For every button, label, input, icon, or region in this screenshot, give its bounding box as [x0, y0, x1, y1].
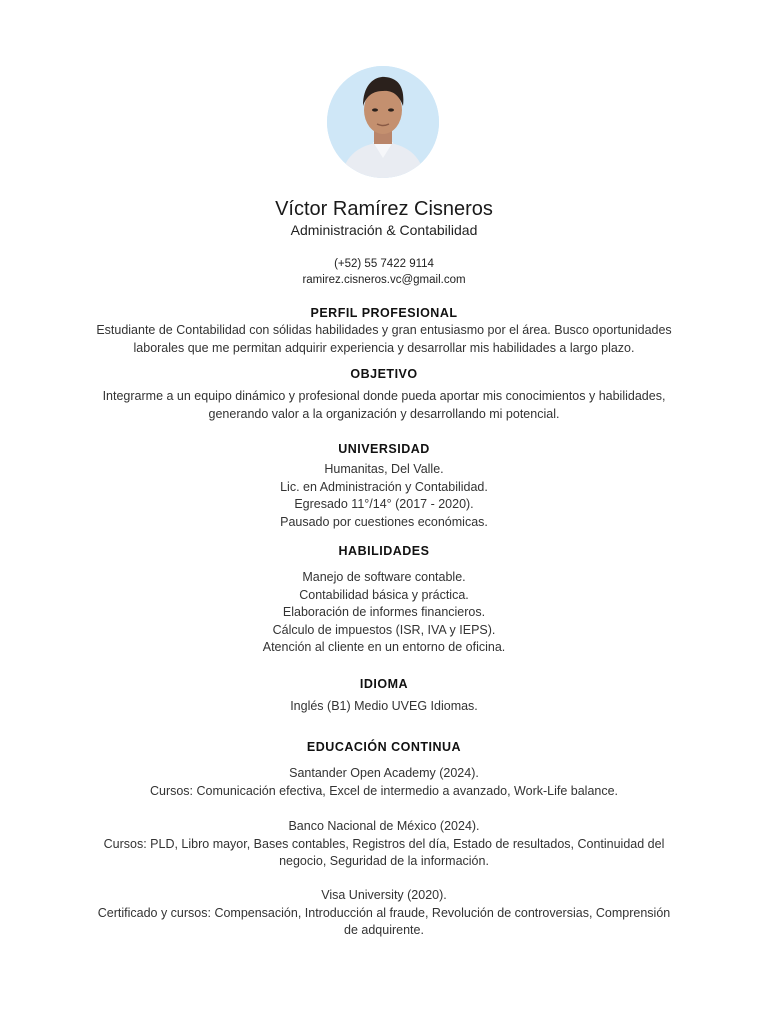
- candidate-name: Víctor Ramírez Cisneros: [275, 198, 493, 220]
- email-address: ramirez.cisneros.vc@gmail.com: [302, 274, 466, 286]
- educacion-banco: [80, 818, 688, 871]
- universidad-line: Pausado por cuestiones económicas.: [280, 514, 488, 529]
- perfil-line: laborales que me permitan adquirir experiencia y desarrollar mis habilidades a largo plazo.: [133, 340, 635, 355]
- educacion-santander: [80, 765, 688, 800]
- visa-line: Visa University (2020).: [321, 888, 447, 902]
- section-idioma-text: [80, 698, 688, 716]
- universidad-line: Egresado 11°/14° (2017 - 2020).: [294, 497, 474, 511]
- section-universidad-text: [80, 461, 688, 531]
- banco-line: Cursos: PLD, Libro mayor, Bases contables, Registros del día, Estado de resultados, Continuidad del: [103, 836, 665, 851]
- section-perfil-text: [80, 322, 688, 357]
- section-heading-educacion: EDUCACIÓN CONTINUA: [306, 740, 462, 754]
- objetivo-line: generando valor a la organización y desarrollando mi potencial.: [208, 406, 560, 421]
- habilidad-line: Manejo de software contable.: [302, 570, 466, 584]
- section-heading-idioma: IDIOMA: [359, 677, 409, 691]
- banco-line: negocio, Seguridad de la información.: [279, 854, 489, 868]
- visa-line: de adquirente.: [344, 923, 424, 937]
- section-heading-universidad: UNIVERSIDAD: [338, 442, 430, 456]
- section-heading-perfil: PERFIL PROFESIONAL: [310, 306, 458, 320]
- phone-number: (+52) 55 7422 9114: [334, 258, 434, 270]
- section-habilidades-text: [80, 569, 688, 657]
- santander-line: Cursos: Comunicación efectiva, Excel de intermedio a avanzado, Work-Life balance.: [149, 783, 619, 798]
- habilidad-line: Cálculo de impuestos (ISR, IVA y IEPS).: [272, 622, 496, 637]
- idioma-line: Inglés (B1) Medio UVEG Idiomas.: [290, 699, 478, 713]
- profile-photo: [327, 66, 439, 178]
- visa-line: Certificado y cursos: Compensación, Introducción al fraude, Revolución de controversias, Comprensión: [97, 905, 671, 920]
- habilidad-line: Atención al cliente en un entorno de oficina.: [262, 640, 506, 654]
- section-heading-habilidades: HABILIDADES: [338, 544, 430, 558]
- universidad-line: Humanitas, Del Valle.: [324, 462, 444, 476]
- section-heading-objetivo: OBJETIVO: [350, 367, 418, 381]
- habilidad-line: Contabilidad básica y práctica.: [299, 587, 469, 602]
- perfil-line: Estudiante de Contabilidad con sólidas habilidades y gran entusiasmo por el área. Busco oportunidades: [96, 323, 672, 337]
- universidad-line: Lic. en Administración y Contabilidad.: [280, 479, 488, 494]
- section-objetivo-text: [80, 388, 688, 423]
- santander-line: Santander Open Academy (2024).: [289, 766, 479, 780]
- banco-line: Banco Nacional de México (2024).: [288, 819, 480, 833]
- objetivo-line: Integrarme a un equipo dinámico y profesional donde pueda aportar mis conocimientos y habilidades,: [102, 389, 666, 403]
- educacion-visa: [80, 887, 688, 940]
- candidate-subtitle: Administración & Contabilidad: [290, 222, 478, 238]
- habilidad-line: Elaboración de informes financieros.: [282, 605, 486, 619]
